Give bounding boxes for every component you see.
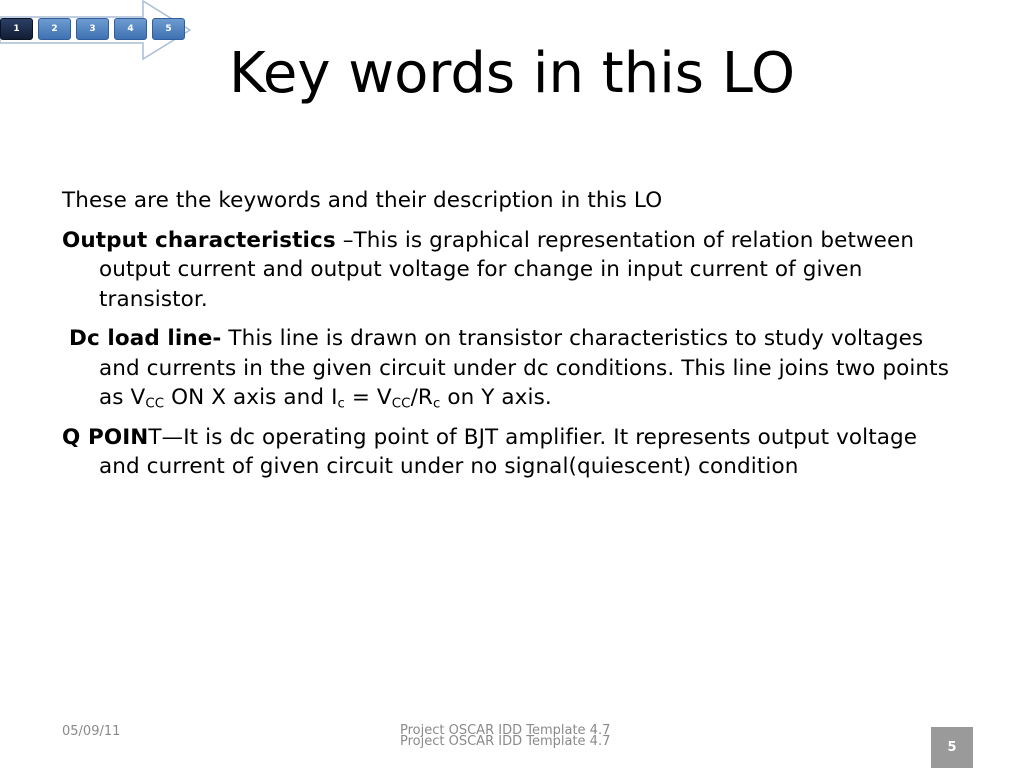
- dc-load-line-text-1: This line is drawn on transistor characteristics to study voltages and currents in the given circuit under dc conditions. This line joins two points as V: [99, 326, 949, 410]
- dc-load-line-text-2: ON X axis and I: [164, 385, 338, 410]
- dc-load-line-term: Dc load line-: [69, 326, 222, 351]
- output-characteristics-paragraph: [62, 226, 962, 315]
- q-point-description: T—It is dc operating point of BJT amplifier. It represents output voltage and current of given circuit under no signal(quiescent) condition: [99, 424, 918, 479]
- dc-load-line-text-5: on Y axis.: [440, 385, 552, 410]
- intro-paragraph: [62, 186, 962, 216]
- nav-step-2[interactable]: 2: [38, 18, 71, 40]
- subscript-c: c: [432, 396, 441, 412]
- slide-content: [62, 186, 962, 492]
- nav-step-1[interactable]: 1: [0, 18, 33, 40]
- q-point-paragraph: [62, 423, 962, 482]
- footer-template-line: Project OSCAR IDD Template 4.7: [400, 734, 611, 749]
- slide-number: 5: [931, 727, 973, 768]
- output-characteristics-description: –This is graphical representation of relation between output current and output voltage for change in input current of given transistor.: [99, 227, 915, 312]
- footer-template: [400, 725, 640, 747]
- nav-step-5[interactable]: 5: [152, 18, 185, 40]
- dc-load-line-text-3: = V: [344, 385, 392, 410]
- dc-load-line-paragraph: [62, 324, 962, 413]
- footer-date: 05/09/11: [62, 724, 121, 739]
- subscript-cc: CC: [145, 396, 165, 412]
- nav-step-4[interactable]: 4: [114, 18, 147, 40]
- output-characteristics-term: Output characteristics: [62, 227, 336, 253]
- q-point-term: Q POIN: [62, 424, 149, 450]
- dc-load-line-text-4: /R: [410, 385, 433, 410]
- subscript-c: c: [337, 396, 345, 412]
- slide-title: Key words in this LO: [228, 41, 796, 106]
- subscript-cc: CC: [391, 396, 411, 412]
- intro-text: These are the keywords and their description in this LO: [62, 188, 663, 213]
- nav-step-3[interactable]: 3: [76, 18, 109, 40]
- footer-template-line: Project OSCAR IDD Template 4.7: [400, 723, 611, 738]
